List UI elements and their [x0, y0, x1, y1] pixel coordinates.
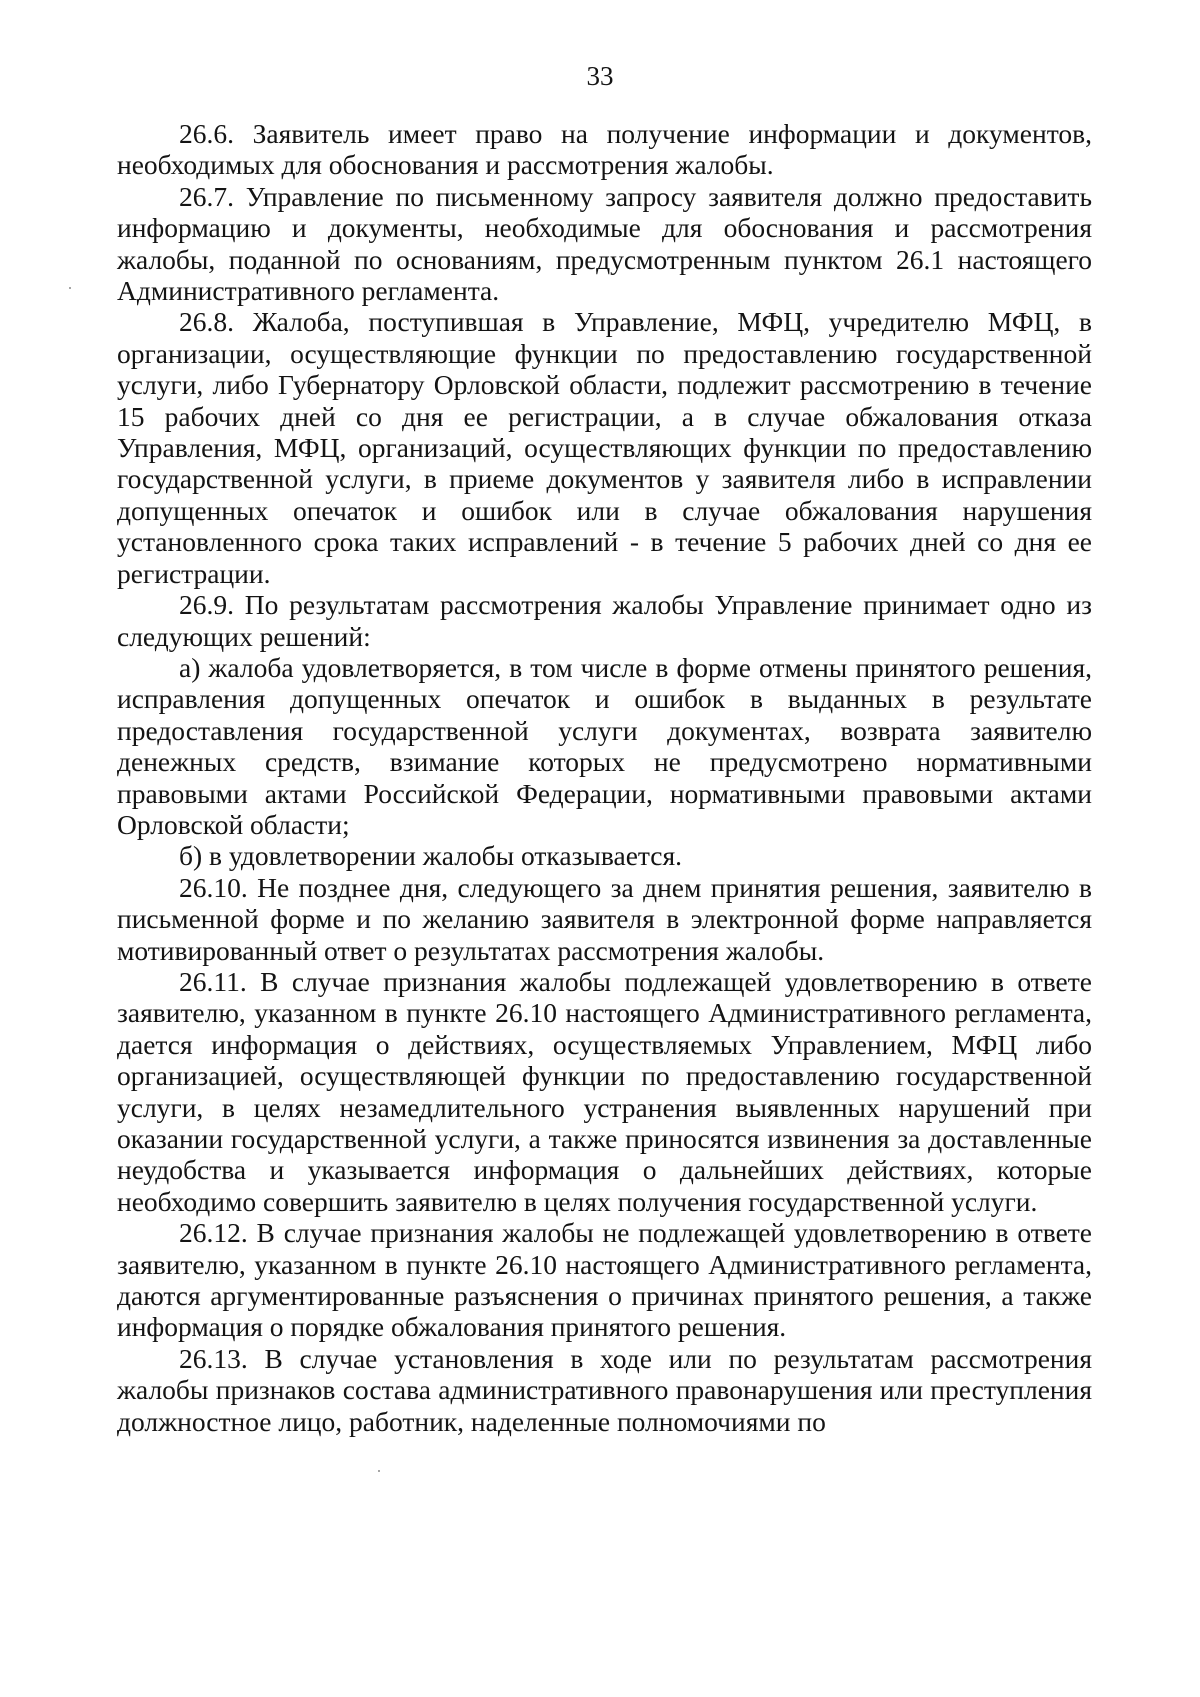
- document-body: [117, 118, 1092, 1437]
- scan-speck: [69, 287, 71, 289]
- paragraph-26-8: 26.8. Жалоба, поступившая в Управление, МФЦ, учредителю МФЦ, в организации, осуществляющие функции по предоставлению государственной услуги, либо Губернатору Орловской области, подлежит рассмотрению в течение 15 рабочих дней со дня ее регистрации, а в случае обжалования отказа Управления, МФЦ, организаций, осуществляющих функции по предоставлению государственной услуги, в приеме документов у заявителя либо в исправлении допущенных опечаток и ошибок или в случае обжалования нарушения установленного срока таких исправлений - в течение 5 рабочих дней со дня ее регистрации.: [117, 306, 1092, 589]
- scan-speck: [378, 1470, 380, 1472]
- paragraph-26-6: 26.6. Заявитель имеет право на получение информации и документов, необходимых для обоснования и рассмотрения жалобы.: [117, 118, 1092, 181]
- paragraph-26-12: 26.12. В случае признания жалобы не подлежащей удовлетворению в ответе заявителю, указанном в пункте 26.10 настоящего Административного регламента, даются аргументированные разъяснения о причинах принятого решения, а также информация о порядке обжалования принятого решения.: [117, 1217, 1092, 1343]
- paragraph-26-7: 26.7. Управление по письменному запросу заявителя должно предоставить информацию и документы, необходимые для обоснования и рассмотрения жалобы, поданной по основаниям, предусмотренным пунктом 26.1 настоящего Административного регламента.: [117, 180, 1092, 307]
- list-item-b: б) в удовлетворении жалобы отказывается.: [179, 840, 683, 872]
- paragraph-26-11: 26.11. В случае признания жалобы подлежащей удовлетворению в ответе заявителю, указанном в пункте 26.10 настоящего Административного регламента, дается информация о действиях, осуществляемых Управлением, МФЦ либо организацией, осуществляющей функции по предоставлению государственной услуги, в целях незамедлительного устранения выявленных нарушений при оказании государственной услуги, а также приносятся извинения за доставленные неудобства и указывается информация о дальнейших действиях, которые необходимо совершить заявителю в целях получения государственной услуги.: [117, 965, 1092, 1217]
- paragraph-26-9: 26.9. По результатам рассмотрения жалобы Управление принимает одно из следующих решений:: [117, 589, 1092, 652]
- page-number: 33: [586, 61, 614, 91]
- paragraph-26-10: 26.10. Не позднее дня, следующего за днем принятия решения, заявителю в письменной форме и по желанию заявителя в электронной форме направляется мотивированный ответ о результатах рассмотрения жалобы.: [117, 871, 1092, 966]
- paragraph-26-13: 26.13. В случае установления в ходе или по результатам рассмотрения жалобы признаков состава административного правонарушения или преступления должностное лицо, работник, наделенные полномочиями по: [117, 1342, 1092, 1437]
- list-item-a: а) жалоба удовлетворяется, в том числе в форме отмены принятого решения, исправления допущенных опечаток и ошибок в выданных в результате предоставления государственной услуги документах, возврата заявителю денежных средств, взимание которых не предусмотрено нормативными правовыми актами Российской Федерации, нормативными правовыми актами Орловской области;: [117, 651, 1092, 840]
